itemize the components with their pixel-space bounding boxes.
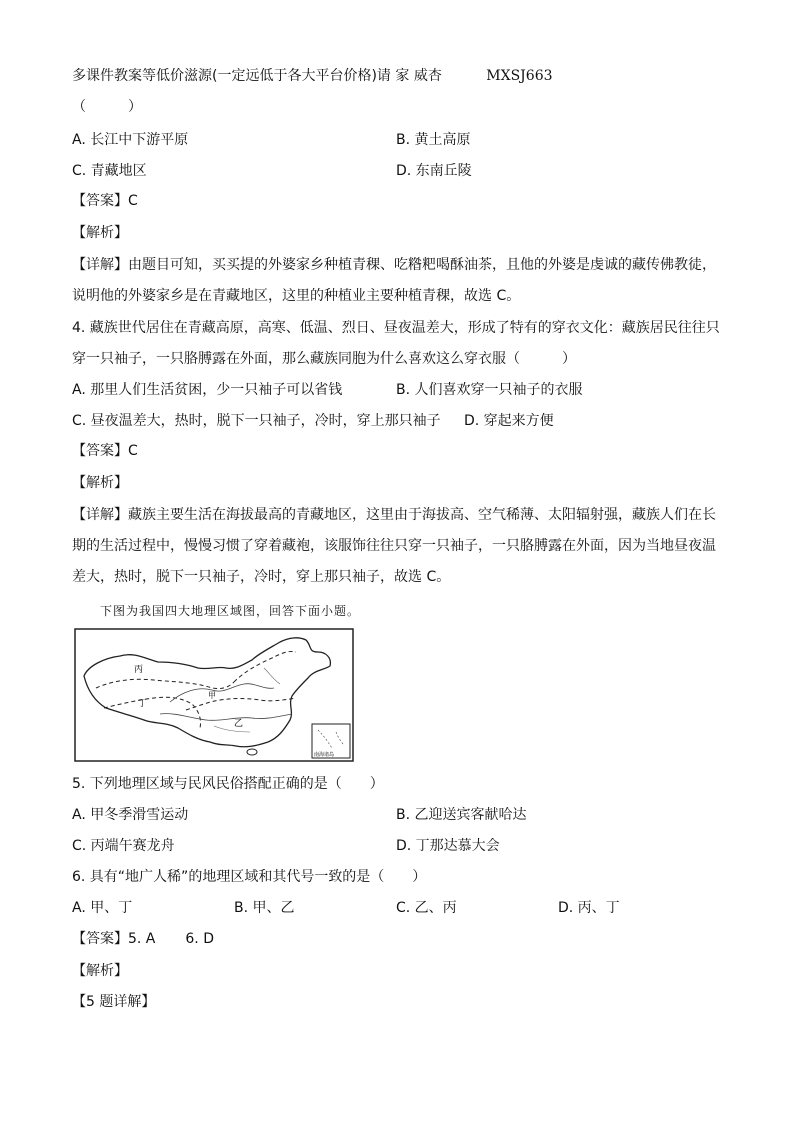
q3-answer: [72, 193, 138, 209]
china-regions-map: [74, 628, 354, 762]
q4-detail-2: 期的生活过程中，慢慢习惯了穿着藏袍，该服饰往往只穿一只袖子，一只胳膊露在外面，因为当地昼夜温: [72, 538, 716, 554]
answers56-analysis-label: 【解析】: [72, 963, 128, 979]
q4-answer-label: 【答案】: [72, 443, 128, 459]
q6-option-b: B. 甲、乙: [234, 900, 295, 916]
q5-option-c: C. 丙端午赛龙舟: [72, 838, 175, 854]
q4-detail-1: [72, 507, 716, 523]
label-jia: 甲: [208, 691, 216, 700]
q6-option-d: D. 丙、丁: [558, 900, 620, 916]
q3-stem-tail: （ ）: [72, 99, 142, 115]
q3-detail-2: 说明他的外婆家乡是在青藏地区，这里的种植业主要种植青稞，故选 C。: [72, 288, 521, 304]
q6-option-c: C. 乙、丙: [396, 900, 457, 916]
label-ding: 丁: [138, 699, 148, 709]
q3-option-c: C. 青藏地区: [72, 163, 147, 179]
q6-option-a: A. 甲、丁: [72, 900, 133, 916]
q4-analysis-label: 【解析】: [72, 475, 128, 491]
q4-option-d: D. 穿起来方便: [464, 413, 554, 429]
q3-detail-label: 【详解】: [72, 257, 128, 273]
q4-option-b: B. 人们喜欢穿一只袖子的衣服: [396, 382, 583, 398]
q4-stem-1: 4. 藏族世代居住在青藏高原，高寒、低温、烈日、昼夜温差大，形成了特有的穿衣文化：藏族居民往往只: [72, 320, 720, 336]
q5-option-b: B. 乙迎送宾客献哈达: [396, 807, 527, 823]
q6-stem: 6. 具有“地广人稀”的地理区域和其代号一致的是（ ）: [72, 869, 427, 885]
header-note: [72, 68, 553, 84]
answers56: [72, 931, 214, 947]
q3-analysis-label: 【解析】: [72, 225, 128, 241]
answer6-value: 6. D: [185, 931, 214, 947]
q3-option-a: A. 长江中下游平原: [72, 132, 189, 148]
q4-answer: [72, 443, 138, 459]
q3-answer-value: C: [128, 193, 138, 209]
q4-detail-label: 【详解】: [72, 507, 128, 523]
q4-answer-value: C: [128, 443, 138, 459]
q5-option-d: D. 丁那达慕大会: [396, 838, 500, 854]
inset-label: 南海诸岛: [314, 752, 335, 758]
q3-answer-label: 【答案】: [72, 193, 128, 209]
q5-option-a: A. 甲冬季滑雪运动: [72, 807, 189, 823]
q4-option-a: A. 那里人们生活贫困，少一只袖子可以省钱: [72, 382, 343, 398]
q4-option-c: C. 昼夜温差大，热时，脱下一只袖子，冷时，穿上那只袖子: [72, 413, 441, 429]
label-yi: 乙: [234, 719, 244, 729]
label-bing: 丙: [134, 665, 144, 675]
q3-detail-1: [72, 257, 716, 273]
q5-detail-label: 【5 题详解】: [72, 994, 156, 1010]
answers56-label: 【答案】: [72, 931, 128, 947]
answer5-value: 5. A: [128, 931, 156, 947]
china-regions-map-svg: [74, 628, 354, 762]
q3-detail-text-1: 由题目可知，买买提的外婆家乡种植青稞、吃糌粑喝酥油茶，且他的外婆是虔诚的藏传佛教徒，: [128, 257, 716, 273]
figure-caption: 下图为我国四大地理区域图，回答下面小题。: [100, 604, 361, 618]
q5-stem: 5. 下列地理区域与民风民俗搭配正确的是（ ）: [72, 776, 384, 792]
header-code: MXSJ663: [486, 68, 553, 84]
q4-stem-2: 穿一只袖子，一只胳膊露在外面，那么藏族同胞为什么喜欢这么穿衣服（ ）: [72, 351, 576, 367]
q4-detail-text-1: 藏族主要生活在海拔最高的青藏地区，这里由于海拔高、空气稀薄、太阳辐射强，藏族人们在长: [128, 507, 716, 523]
q3-option-b: B. 黄土高原: [396, 132, 471, 148]
q4-detail-3: 差大，热时，脱下一只袖子，冷时，穿上那只袖子，故选 C。: [72, 569, 451, 585]
q3-option-d: D. 东南丘陵: [396, 163, 472, 179]
header-note-text: 多课件教案等低价滋源(一定远低于各大平台价格)请 家 威杏: [72, 68, 442, 84]
